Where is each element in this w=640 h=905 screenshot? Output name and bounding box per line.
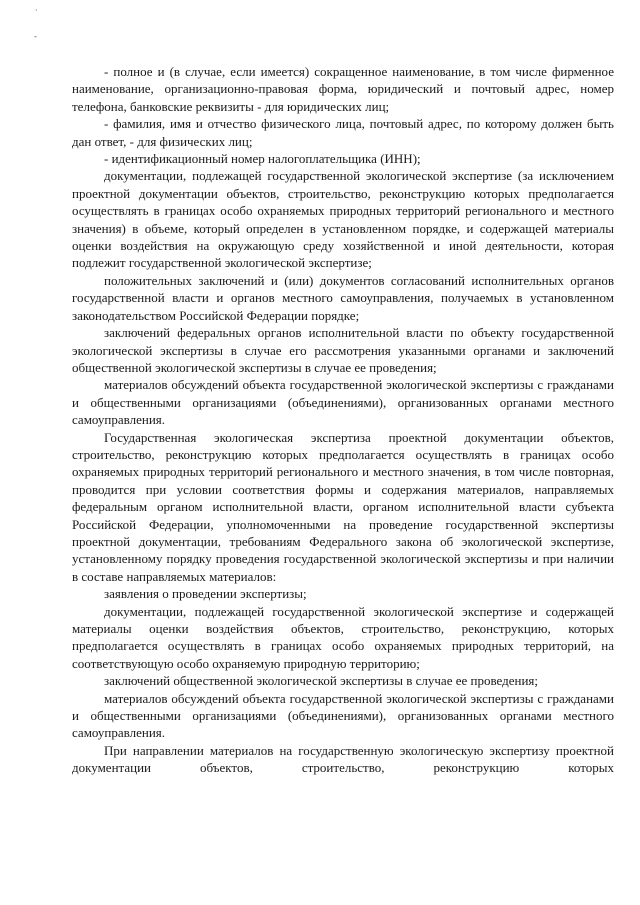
paragraph-application: заявления о проведении экспертизы; bbox=[104, 586, 307, 602]
paragraph-inn: - идентификационный номер налогоплательщика (ИНН); bbox=[104, 151, 421, 167]
paragraph-public-expertise-conclusions: заключений общественной экологической экспертизы в случае ее проведения; bbox=[104, 673, 539, 689]
paragraph-discussion-materials: материалов обсуждений объекта государственной экологической экспертизы с гражданами и общественными организациями (объединениями), организованных органами местного самоуправления. bbox=[72, 690, 614, 741]
paragraph-protected-area-documentation: документации, подлежащей государственной экологической экспертизе и содержащей материалы оценки воздействия объектов, строительство, реконструкцию, которых предполагается осуществлять в границах особо охраняемых природных территорий, на соответствующую особо охраняемую природную территорию; bbox=[72, 603, 614, 671]
paragraph-applicant-legal-entity: - полное и (в случае, если имеется) сокращенное наименование, в том числе фирменное наименование, организационно-правовая форма, юридический и почтовый адрес, номер телефона, банковские реквизиты - для юридических лиц; bbox=[72, 64, 614, 114]
document-page bbox=[72, 63, 614, 777]
paragraph-documentation: документации, подлежащей государственной экологической экспертизе (за исключением проектной документации объектов, строительство, реконструкцию которых предполагается осуществлять в границах особо охраняемых природных территорий регионального и местного значения) в объеме, который определен в установленном порядке, и содержащей материалы оценки воздействия на окружающую среду хозяйственной и иной деятельности, которая подлежит государственной экологической экспертизе; bbox=[72, 168, 614, 271]
scan-artifact-mark: - bbox=[34, 32, 37, 41]
paragraph-applicant-individual: - фамилия, имя и отчество физического лица, почтовый адрес, по которому должен быть дан ответ, - для физических лиц; bbox=[72, 116, 614, 149]
scan-artifact-mark: · bbox=[35, 6, 38, 15]
paragraph-submission: При направлении материалов на государственную экологическую экспертизу проектной документации объектов, строительство, реконструкцию которых bbox=[72, 742, 614, 776]
paragraph-public-discussions: материалов обсуждений объекта государственной экологической экспертизы с гражданами и общественными организациями (объединениями), организованных органами местного самоуправления. bbox=[72, 377, 614, 428]
paragraph-positive-conclusions: положительных заключений и (или) документов согласований исполнительных органов государственной власти и органов местного самоуправления, получаемых в установленном законодательством Российской Федерации порядке; bbox=[72, 272, 614, 323]
paragraph-state-expertise-conditions: Государственная экологическая экспертиза проектной документации объектов, строительство, реконструкцию которых предполагается осуществлять в границах особо охраняемых природных территорий регионального и местного значения, в том числе повторная, проводится при условии соответствия формы и содержания материалов, направляемых федеральным органом исполнительной власти, органом исполнительной власти субъекта Российской Федерации, уполномоченными на проведение государственной экспертизы проектной документации, требованиям Федерального закона об экологической экспертизе, установленному порядку проведения государственной экологической экспертизы и при наличии в составе направляемых материалов: bbox=[72, 429, 614, 584]
paragraph-federal-conclusions: заключений федеральных органов исполнительной власти по объекту государственной экологической экспертизы в случае его рассмотрения указанными органами и заключений общественной экологической экспертизы в случае ее проведения; bbox=[72, 325, 614, 375]
